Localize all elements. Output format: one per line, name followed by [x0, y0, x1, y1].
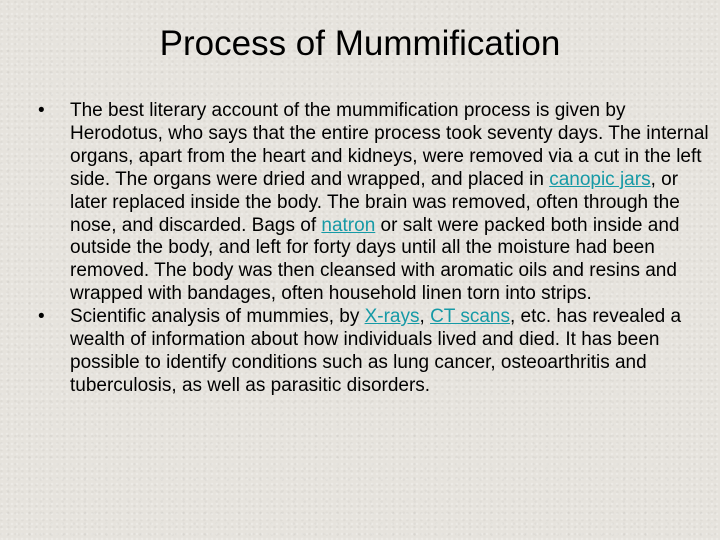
bullet-1-text-3: or salt were packed both inside and outside the body, and left for forty days until all the moisture had been removed. The body was then cleansed with aromatic oils and resins and wrapped with bandages, often household linen torn into strips.: [70, 214, 680, 305]
natron-link[interactable]: natron: [321, 214, 376, 236]
bullet-1-text-2: , or later replaced inside the body. The brain was removed, often through the nose, and discarded. Bags of: [70, 168, 680, 236]
bullet-item-1: [38, 100, 718, 306]
bullet-2-text-1: Scientific analysis of mummies, by: [70, 306, 365, 328]
canopic-jars-link[interactable]: canopic jars: [549, 168, 651, 190]
bullet-2-text-2: ,: [419, 306, 431, 328]
ct-scans-link[interactable]: CT scans: [430, 306, 510, 328]
bullet-dot-icon: •: [38, 100, 45, 121]
slide-title: Process of Mummification: [159, 24, 561, 63]
bullet-list: [38, 100, 718, 398]
bullet-item-2: [38, 306, 718, 398]
x-rays-link[interactable]: X-rays: [364, 306, 420, 328]
bullet-2-text-3: , etc. has revealed a wealth of information about how individuals lived and died. It has been possible to identify conditions such as lung cancer, osteoarthritis and tuberculosis, as well as parasitic disorders.: [70, 306, 682, 396]
bullet-dot-icon: •: [38, 306, 45, 328]
bullet-1-text-1: The best literary account of the mummification process is given by Herodotus, who says that the entire process took seventy days. The internal organs, apart from the heart and kidneys, were removed via a cut in the left side. The organs were dried and wrapped, and placed in: [70, 100, 709, 190]
